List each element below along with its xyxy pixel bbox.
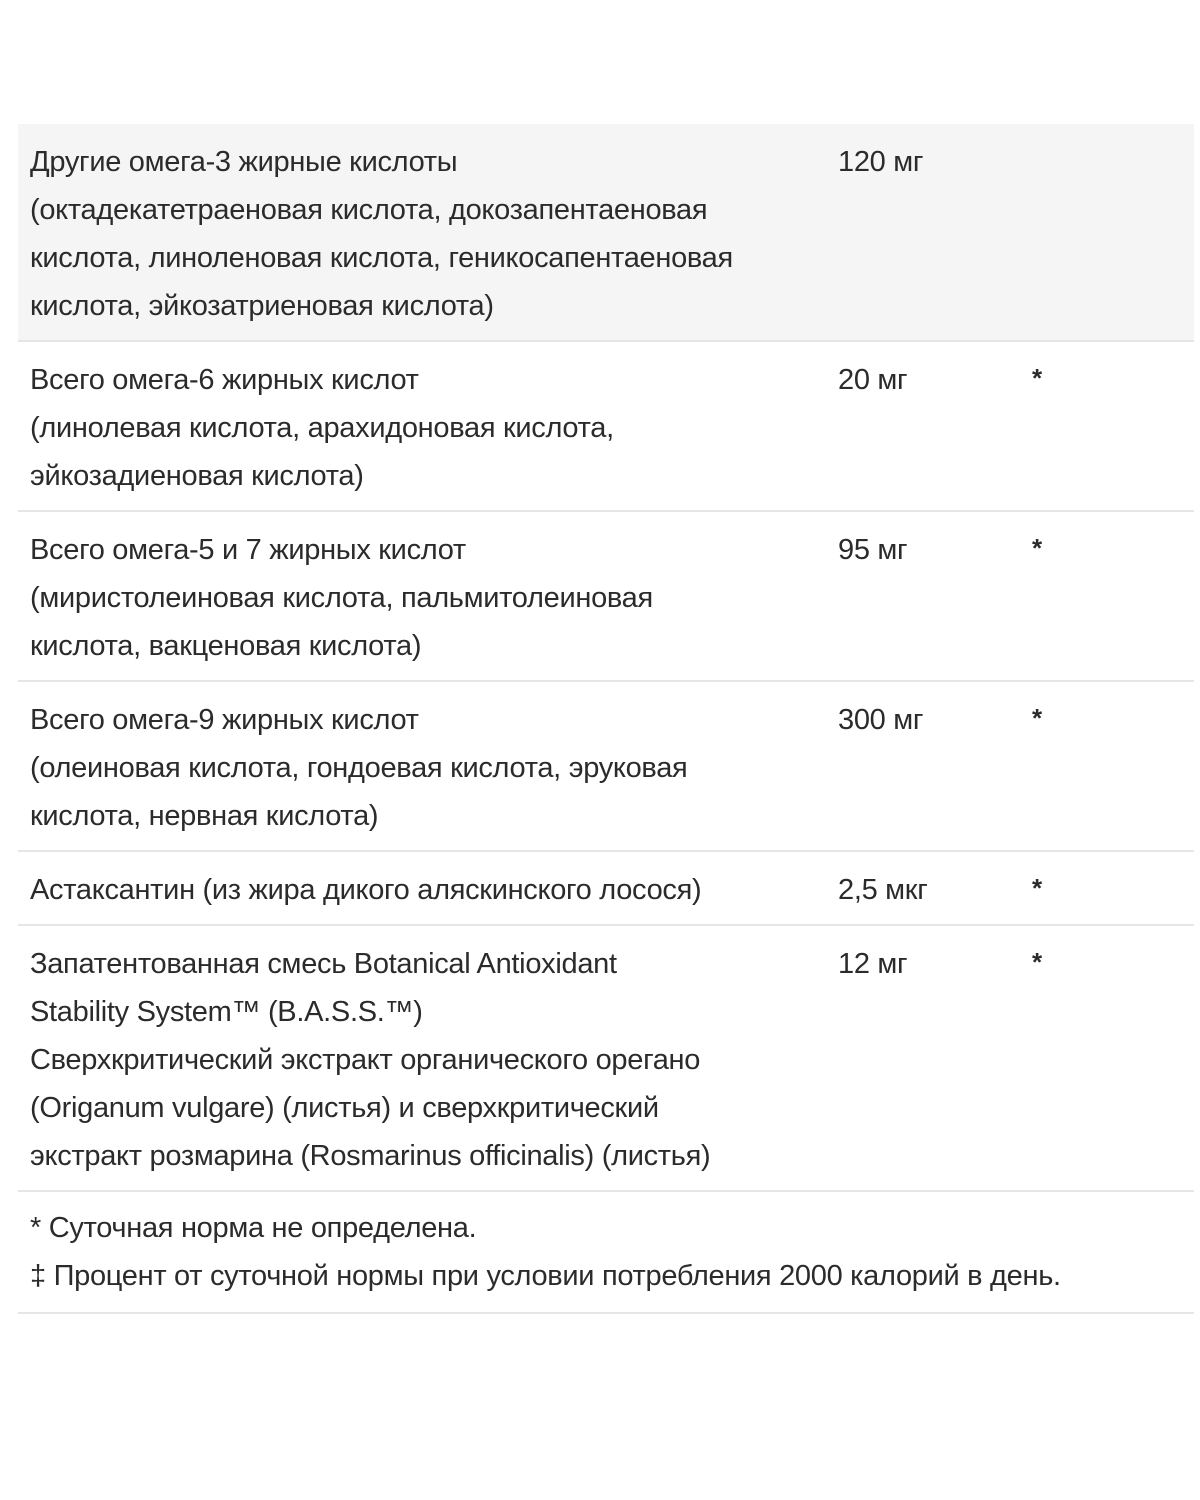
daily-value: * — [1032, 533, 1043, 563]
table-row — [18, 512, 1194, 682]
ingredient-name — [30, 356, 830, 500]
ingredient-name-line: (линолевая кислота, арахидоновая кислота, — [30, 412, 614, 444]
table-row — [18, 124, 1194, 342]
ingredient-amount: 300 мг — [838, 704, 924, 736]
table-row — [18, 342, 1194, 512]
ingredient-name — [30, 138, 830, 330]
ingredient-name — [30, 866, 830, 914]
ingredient-name-line: Всего омега-9 жирных кислот — [30, 704, 419, 736]
ingredient-name-line: (октадекатетраеновая кислота, докозапентаеновая — [30, 194, 708, 226]
ingredient-name-line: (миристолеиновая кислота, пальмитолеиновая — [30, 582, 653, 614]
ingredient-amount: 12 мг — [838, 948, 908, 980]
footnotes — [18, 1192, 1194, 1314]
ingredient-amount: 95 мг — [838, 534, 908, 566]
ingredient-name-line: (олеиновая кислота, гондоевая кислота, эруковая — [30, 752, 688, 784]
ingredient-name-line: Астаксантин (из жира дикого аляскинского лосося) — [30, 874, 702, 906]
ingredient-name-line: Всего омега-5 и 7 жирных кислот — [30, 534, 466, 566]
ingredient-name-line: кислота, вакценовая кислота) — [30, 630, 422, 662]
ingredient-name-line: (Origanum vulgare) (листья) и сверхкритический — [30, 1092, 659, 1124]
ingredient-name-line: экстракт розмарина (Rosmarinus officinalis) (листья) — [30, 1140, 711, 1172]
daily-value: * — [1032, 947, 1043, 977]
ingredient-amount: 2,5 мкг — [838, 874, 928, 906]
daily-value: * — [1032, 363, 1043, 393]
ingredient-amount: 120 мг — [838, 146, 924, 178]
footnote-daily-value-not-established: * Суточная норма не определена. — [30, 1212, 477, 1244]
ingredient-name-line: кислота, нервная кислота) — [30, 800, 379, 832]
ingredient-name-line: Запатентованная смесь Botanical Antioxidant — [30, 948, 617, 980]
ingredient-name-line: кислота, линоленовая кислота, геникосапентаеновая — [30, 242, 733, 274]
ingredient-name — [30, 940, 830, 1180]
ingredient-name — [30, 526, 830, 670]
daily-value: * — [1032, 703, 1043, 733]
ingredient-name — [30, 696, 830, 840]
supplement-facts-table — [18, 124, 1194, 1314]
table-row — [18, 852, 1194, 926]
daily-value: * — [1032, 873, 1043, 903]
ingredient-name-line: Другие омега-3 жирные кислоты — [30, 146, 458, 178]
ingredient-name-line: эйкозадиеновая кислота) — [30, 460, 364, 492]
table-row — [18, 682, 1194, 852]
footnote-percent-basis: ‡ Процент от суточной нормы при условии потребления 2000 калорий в день. — [30, 1260, 1061, 1292]
ingredient-name-line: Всего омега-6 жирных кислот — [30, 364, 419, 396]
table-row — [18, 926, 1194, 1192]
ingredient-name-line: кислота, эйкозатриеновая кислота) — [30, 290, 494, 322]
ingredient-name-line: Сверхкритический экстракт органического орегано — [30, 1044, 701, 1076]
ingredient-name-line: Stability System™ (B.A.S.S.™) — [30, 996, 423, 1028]
ingredient-amount: 20 мг — [838, 364, 908, 396]
